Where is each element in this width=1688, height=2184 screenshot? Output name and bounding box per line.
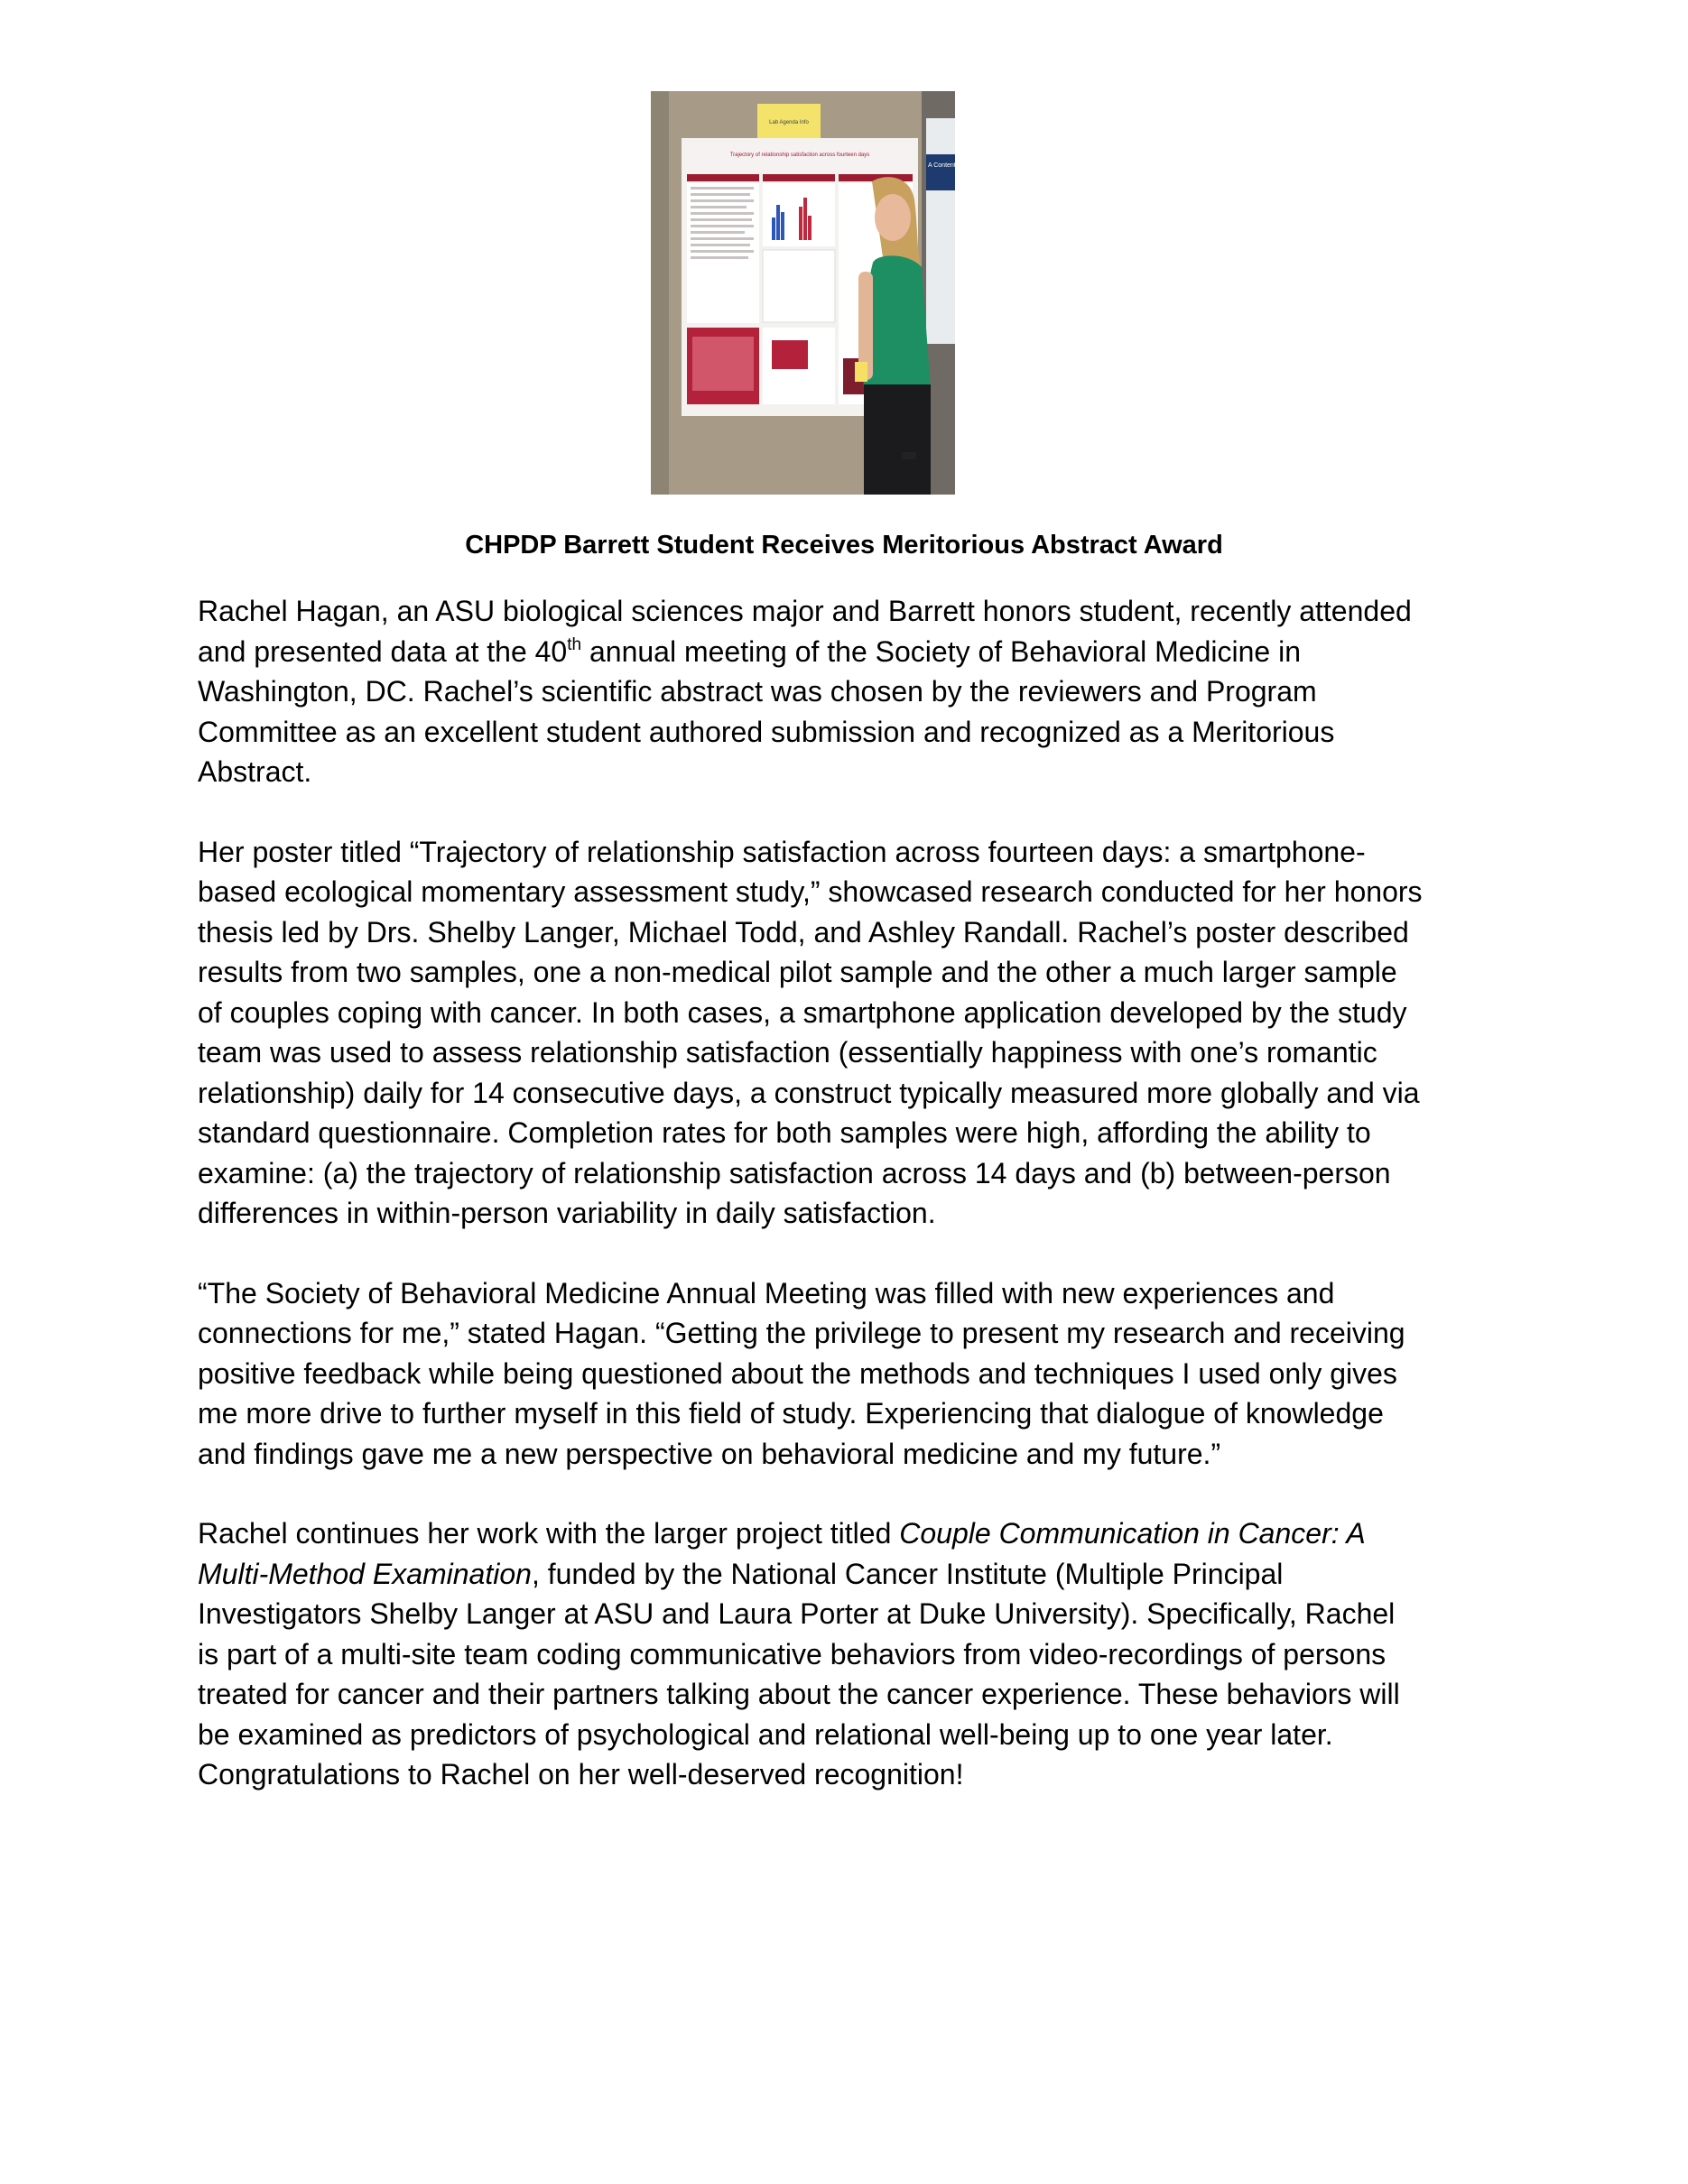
neighbor-poster-heading: A Content Use and [928,162,981,169]
green-top [863,255,931,389]
article-body [198,591,1516,1835]
paragraph-4-end: , funded by the National Cancer Institute (Multiple Principal Investigators Shelby Langer at ASU and Laura Porter at Duke University). Specifically, Rachel is part of a multi-site team coding communicative behaviors from video-recordings of persons treated for cancer and their partners talking about the cancer experience. These behaviors will be examined as predictors of psychological and relational well-being up to one year later. Congratulations to Rachel on her well-deserved recognition! [198,1557,1400,1791]
paragraph-4-start: Rachel continues her work with the larger project titled [198,1517,900,1550]
article-title: CHPDP Barrett Student Receives Meritorious Abstract Award [465,531,1223,560]
article-photo [651,91,981,495]
project-title: Couple Communication in Cancer: A Multi-Method Examination [198,1517,1366,1590]
ordinal-superscript: th [567,634,582,654]
paragraph-1 [198,591,1516,792]
paragraph-1-start: Rachel Hagan, an ASU biological sciences major and Barrett honors student, recently attended and presented data at the 40 [198,595,1412,668]
paragraph-2: Her poster titled “Trajectory of relationship satisfaction across fourteen days: a smartphone- based ecological momentary assessment study,” showcased research conducted for her honors thesis led by Drs. Shelby Langer, Michael Todd, and Ashley Randall. Rachel’s poster described results from two samples, one a non-medical pilot sample and the other a much larger sample of couples coping with cancer. In both cases, a smartphone application developed by the study team was used to assess relationship satisfaction (essentially happiness with one’s romantic relationship) daily for 14 consecutive days, a construct typically measured more globally and via standard questionnaire. Completion rates for both samples were high, affording the ability to examine: (a) the trajectory of relationship satisfaction across 14 days and (b) between-person differences in within-person variability in daily satisfaction. [198,835,1423,1229]
photo-illustration [651,91,981,495]
paragraph-1-end: annual meeting of the Society of Behavioral Medicine in Washington, DC. Rachel’s scientific abstract was chosen by the reviewers and Program Committee as an excellent student authored submission and recognized as a Meritorious Abstract. [198,634,1335,788]
poster-title: Trajectory of relationship satisfaction across fourteen days [729,153,870,158]
paragraph-3-quote: “The Society of Behavioral Medicine Annual Meeting was filled with new experiences and connections for me,” stated Hagan. “Getting the privilege to present my research and receiving positive feedback while being questioned about the methods and techniques I used only gives me more drive to further myself in this field of study. Experiencing that dialogue of knowledge and findings gave me a new perspective on behavioral medicine and my future.” [198,1276,1405,1470]
sticky-note-text: Lab Agenda Info [769,120,809,125]
paragraph-4 [198,1513,1516,1795]
